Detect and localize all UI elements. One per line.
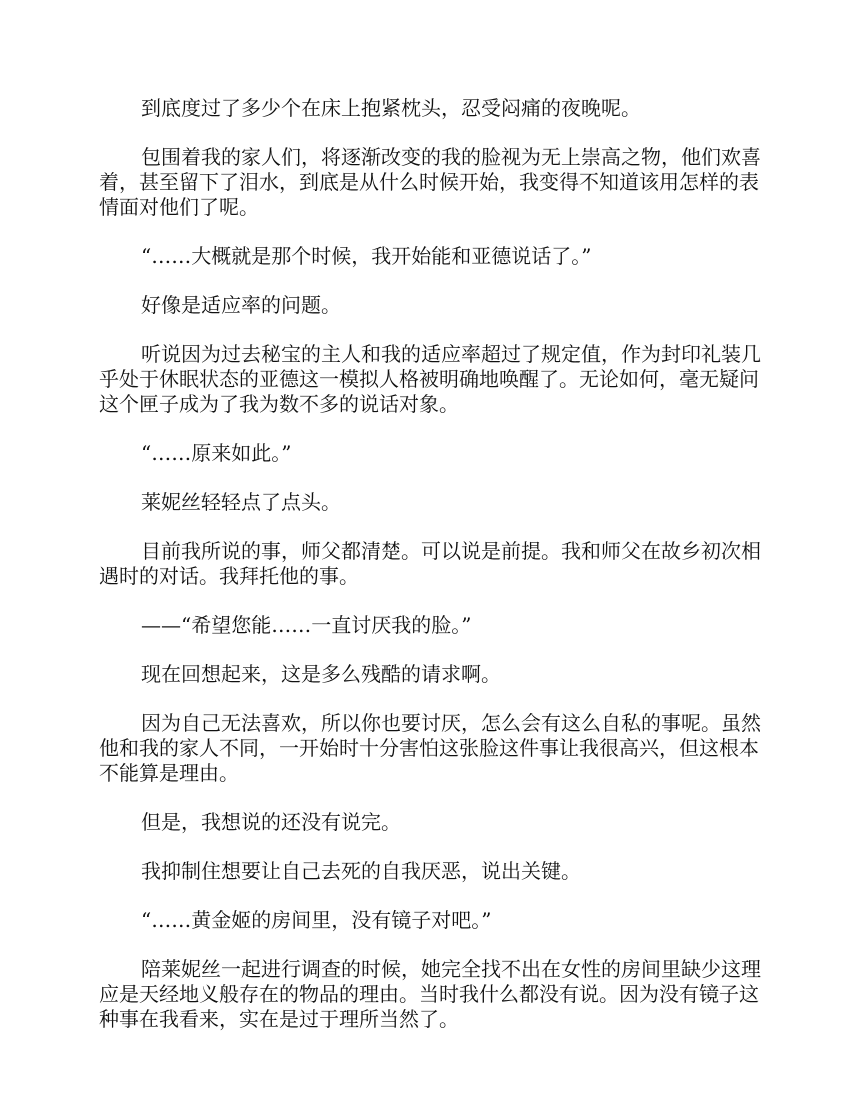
paragraph-7: 莱妮丝轻轻点了点头。 (141, 490, 341, 514)
paragraph-4: 好像是适应率的问题。 (141, 293, 341, 317)
document-body (99, 96, 770, 1056)
paragraph-8: 目前我所说的事，师父都清楚。可以说是前提。我和师父在故乡初次相遇时的对话。我拜托他的事。 (99, 539, 761, 588)
paragraph-2: 包围着我的家人们，将逐渐改变的我的脸视为无上崇高之物，他们欢喜着，甚至留下了泪水，到底是从什么时候开始，我变得不知道该用怎样的表情面对他们了呢。 (99, 145, 761, 219)
paragraph-1: 到底度过了多少个在床上抱紧枕头，忍受闷痛的夜晚呢。 (141, 96, 641, 120)
paragraph-3: “……大概就是那个时候，我开始能和亚德说话了。” (141, 244, 592, 268)
paragraph-11: 因为自己无法喜欢，所以你也要讨厌，怎么会有这么自私的事呢。虽然他和我的家人不同，一开始时十分害怕这张脸这件事让我很高兴，但这根本不能算是理由。 (99, 711, 761, 785)
paragraph-13: 我抑制住想要让自己去死的自我厌恶，说出关键。 (141, 859, 581, 883)
paragraph-15: 陪莱妮丝一起进行调查的时候，她完全找不出在女性的房间里缺少这理应是天经地义般存在的物品的理由。当时我什么都没有说。因为没有镜子这种事在我看来，实在是过于理所当然了。 (99, 957, 761, 1031)
paragraph-14: “……黄金姬的房间里，没有镜子对吧。” (141, 908, 492, 932)
paragraph-12: 但是，我想说的还没有说完。 (141, 810, 401, 834)
paragraph-10: 现在回想起来，这是多么残酷的请求啊。 (141, 662, 501, 686)
paragraph-9: ——“希望您能……一直讨厌我的脸。” (141, 613, 472, 637)
paragraph-5: 听说因为过去秘宝的主人和我的适应率超过了规定值，作为封印礼装几乎处于休眠状态的亚德这一模拟人格被明确地唤醒了。无论如何，毫无疑问这个匣子成为了我为数不多的说话对象。 (99, 342, 761, 416)
paragraph-6: “……原来如此。” (141, 441, 292, 465)
